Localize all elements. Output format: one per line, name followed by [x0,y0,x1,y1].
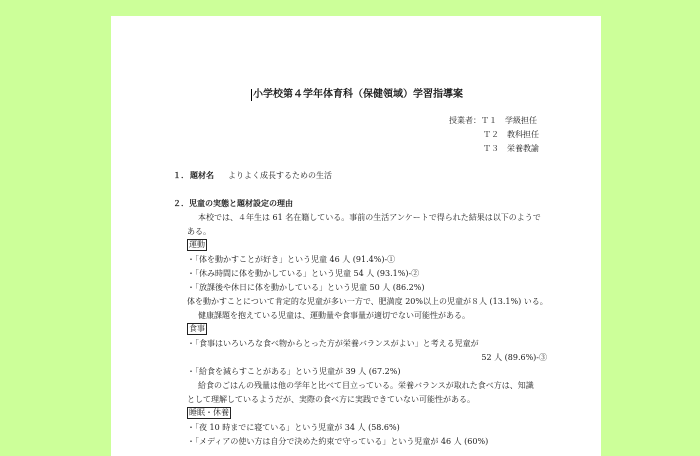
paragraph-line: 給食のごはんの残量は他の学年と比べて目立っている。栄養バランスが取れた食べ方は、知識 [198,381,534,390]
teacher-line-1: 授業者：Ｔ１ 学級担任 [449,116,537,125]
section-1-value: よりよく成長するための生活 [228,171,332,180]
bullet-item: ・「給食を減らすことがある」という児童が 39 人 (67.2%) [187,367,401,376]
teacher-line-3: Ｔ３ 栄養教諭 [483,144,539,153]
category-label-diet: 食事 [189,324,205,333]
paragraph-line: 健康課題を抱えている児童は、運動量や食事量が適切でない可能性がある。 [198,311,470,320]
paragraph-line: 体を動かすことについて肯定的な児童が多い一方で、肥満度 20%以上の児童が８人 (13.1%) いる。 [187,297,548,306]
category-label-sleep: 睡眠・休養 [189,408,229,417]
paragraph-line: 本校では、４年生は 61 名在籍している。事前の生活アンケートで得られた結果は以下のようで [198,213,541,222]
document-title: 小学校第４学年体育科（保健領域）学習指導案 [253,89,463,100]
teacher-line-2: Ｔ２ 教科担任 [483,130,539,139]
bullet-item: ・「食事はいろいろな食べ物からとった方が栄養バランスがよい」と考える児童が [187,339,479,348]
bullet-item: ・「夜 10 時までに寝ている」という児童が 34 人 (58.6%) [187,423,400,432]
bullet-item: ・「メディアの使い方は自分で決めた約束で守っている」という児童が 46 人 (60%) [187,437,489,446]
bullet-item-continuation: 52 人 (89.6%)-③ [481,353,547,362]
text-cursor [251,89,252,101]
paragraph-line: ある。 [187,227,211,236]
document-page [111,16,601,456]
section-1-label: 題材名 [190,170,214,180]
bullet-item: ・「休み時間に体を動かしている」という児童 54 人 (93.1%)-② [187,269,420,278]
section-2-heading: ２．児童の実態と題材設定の理由 [173,198,293,208]
bullet-item: ・「体を動かすことが好き」という児童 46 人 (91.4%)-① [187,255,396,264]
paragraph-line: として理解しているようだが、実際の食べ方に実践できていない可能性がある。 [187,395,475,404]
bullet-item: ・「放課後や休日に体を動かしている」という児童 50 人 (86.2%) [187,283,425,292]
category-label-exercise: 運動 [189,240,205,249]
section-1-number: １． [173,170,189,180]
